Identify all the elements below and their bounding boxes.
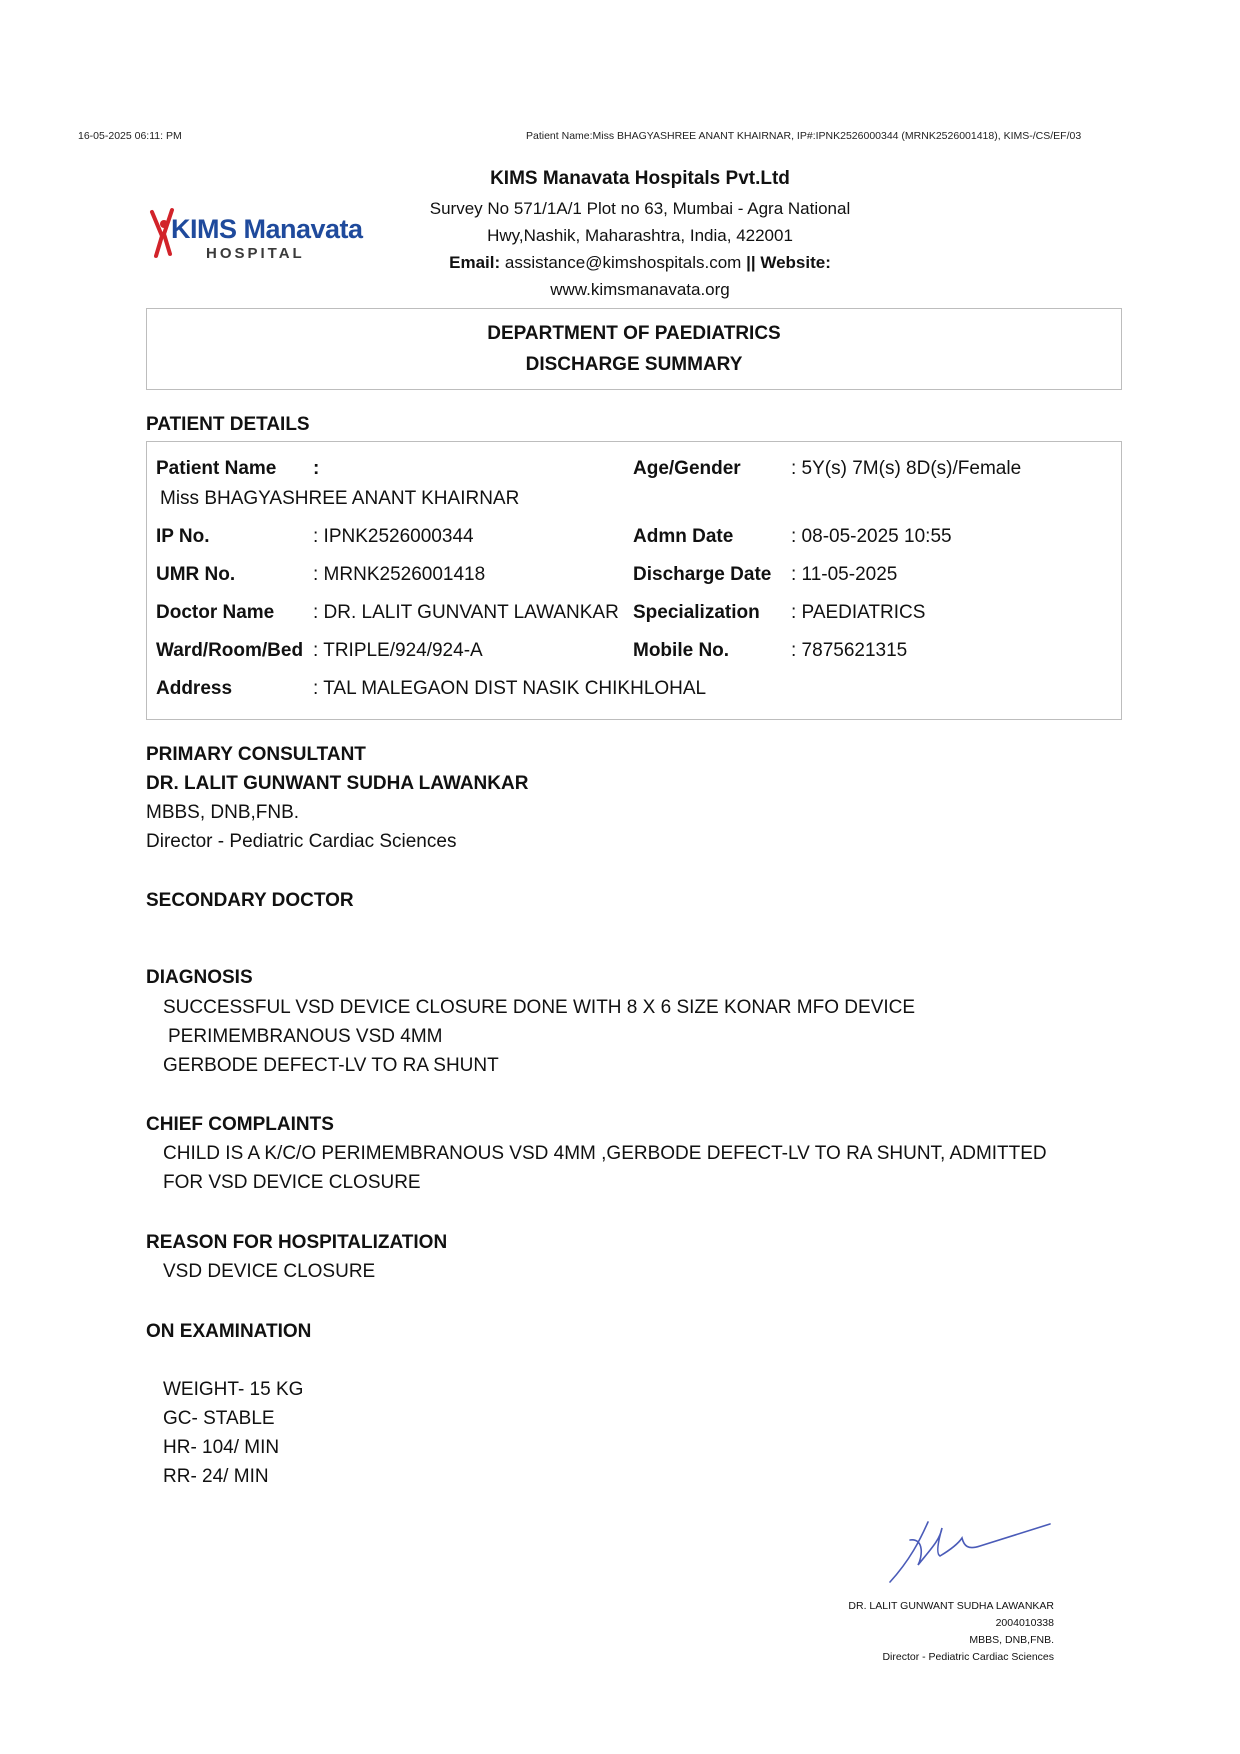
print-timestamp: 16-05-2025 06:11: PM bbox=[78, 130, 182, 142]
diagnosis-title: DIAGNOSIS bbox=[146, 967, 253, 988]
patient-details-title: PATIENT DETAILS bbox=[146, 414, 310, 435]
exam-hr: HR- 104/ MIN bbox=[163, 1437, 280, 1458]
ward-value: : TRIPLE/924/924-A bbox=[313, 640, 483, 661]
address-value: : TAL MALEGAON DIST NASIK CHIKHLOHAL bbox=[313, 678, 707, 699]
chief-complaints-title: CHIEF COMPLAINTS bbox=[146, 1114, 334, 1135]
mobile-value: : 7875621315 bbox=[791, 640, 908, 661]
exam-weight: WEIGHT- 15 KG bbox=[163, 1379, 304, 1400]
signature-name: DR. LALIT GUNWANT SUDHA LAWANKAR bbox=[848, 1600, 1054, 1612]
primary-consultant-title: PRIMARY CONSULTANT bbox=[146, 744, 366, 765]
age-gender-label: Age/Gender bbox=[633, 458, 741, 479]
discharge-date-label: Discharge Date bbox=[633, 564, 772, 585]
department-box bbox=[146, 308, 1122, 390]
primary-consultant-name: DR. LALIT GUNWANT SUDHA LAWANKAR bbox=[146, 773, 529, 794]
primary-consultant-degrees: MBBS, DNB,FNB. bbox=[146, 802, 300, 823]
exam-rr: RR- 24/ MIN bbox=[163, 1466, 269, 1487]
ward-label: Ward/Room/Bed bbox=[156, 640, 304, 661]
hospital-website[interactable]: www.kimsmanavata.org bbox=[550, 280, 730, 299]
website-label: Website: bbox=[760, 253, 831, 272]
patient-name-colon: : bbox=[313, 458, 320, 479]
doctor-name-value: : DR. LALIT GUNVANT LAWANKAR bbox=[313, 602, 619, 623]
diagnosis-line-1: SUCCESSFUL VSD DEVICE CLOSURE DONE WITH 8 X 6 SIZE KONAR MFO DEVICE bbox=[163, 997, 916, 1018]
specialization-value: : PAEDIATRICS bbox=[791, 602, 926, 623]
age-gender-value: : 5Y(s) 7M(s) 8D(s)/Female bbox=[791, 458, 1022, 479]
secondary-doctor-title: SECONDARY DOCTOR bbox=[146, 890, 354, 911]
hospital-contact-line bbox=[405, 253, 875, 273]
signature-designation: Director - Pediatric Cardiac Sciences bbox=[882, 1651, 1054, 1663]
admn-date-label: Admn Date bbox=[633, 526, 734, 547]
specialization-label: Specialization bbox=[633, 602, 760, 623]
hospital-email[interactable]: assistance@kimshospitals.com bbox=[504, 253, 742, 272]
exam-gc: GC- STABLE bbox=[163, 1408, 275, 1429]
hospital-address-line1: Survey No 571/1A/1 Plot no 63, Mumbai - Agra National bbox=[429, 199, 851, 218]
discharge-date-value: : 11-05-2025 bbox=[791, 564, 898, 585]
hospital-address-line2: Hwy,Nashik, Maharashtra, India, 422001 bbox=[487, 226, 793, 245]
mobile-label: Mobile No. bbox=[633, 640, 730, 661]
document-type: DISCHARGE SUMMARY bbox=[525, 354, 743, 375]
reason-text: VSD DEVICE CLOSURE bbox=[163, 1261, 376, 1282]
ip-value: : IPNK2526000344 bbox=[313, 526, 474, 547]
contact-separator: || bbox=[746, 253, 756, 272]
address-label: Address bbox=[156, 678, 233, 699]
diagnosis-line-2: PERIMEMBRANOUS VSD 4MM bbox=[168, 1026, 443, 1047]
doctor-name-label: Doctor Name bbox=[156, 602, 275, 623]
signature-degrees: MBBS, DNB,FNB. bbox=[969, 1634, 1054, 1646]
umr-label: UMR No. bbox=[156, 564, 236, 585]
examination-title: ON EXAMINATION bbox=[146, 1321, 312, 1342]
hospital-name: KIMS Manavata Hospitals Pvt.Ltd bbox=[490, 168, 790, 189]
email-label: Email: bbox=[449, 253, 501, 272]
logo-text: KIMS Manavata bbox=[171, 214, 363, 244]
umr-value: : MRNK2526001418 bbox=[313, 564, 486, 585]
department-name: DEPARTMENT OF PAEDIATRICS bbox=[487, 323, 781, 344]
patient-name-value: Miss BHAGYASHREE ANANT KHAIRNAR bbox=[160, 488, 520, 509]
signature-reg-no: 2004010338 bbox=[995, 1617, 1054, 1629]
chief-complaints-line-1: CHILD IS A K/C/O PERIMEMBRANOUS VSD 4MM ,GERBODE DEFECT-LV TO RA SHUNT, ADMITTED bbox=[163, 1143, 1047, 1164]
header-patient-line: Patient Name:Miss BHAGYASHREE ANANT KHAIRNAR, IP#:IPNK2526000344 (MRNK2526001418), KIMS-/CS/EF/03 bbox=[526, 130, 1082, 142]
admn-date-value: : 08-05-2025 10:55 bbox=[791, 526, 952, 547]
reason-title: REASON FOR HOSPITALIZATION bbox=[146, 1232, 448, 1253]
primary-consultant-designation: Director - Pediatric Cardiac Sciences bbox=[146, 831, 457, 852]
logo-subtext: HOSPITAL bbox=[206, 245, 305, 262]
signature-image bbox=[880, 1510, 1060, 1590]
chief-complaints-line-2: FOR VSD DEVICE CLOSURE bbox=[163, 1172, 421, 1193]
patient-name-label: Patient Name bbox=[156, 458, 277, 479]
diagnosis-line-3: GERBODE DEFECT-LV TO RA SHUNT bbox=[163, 1055, 499, 1076]
ip-label: IP No. bbox=[156, 526, 210, 547]
